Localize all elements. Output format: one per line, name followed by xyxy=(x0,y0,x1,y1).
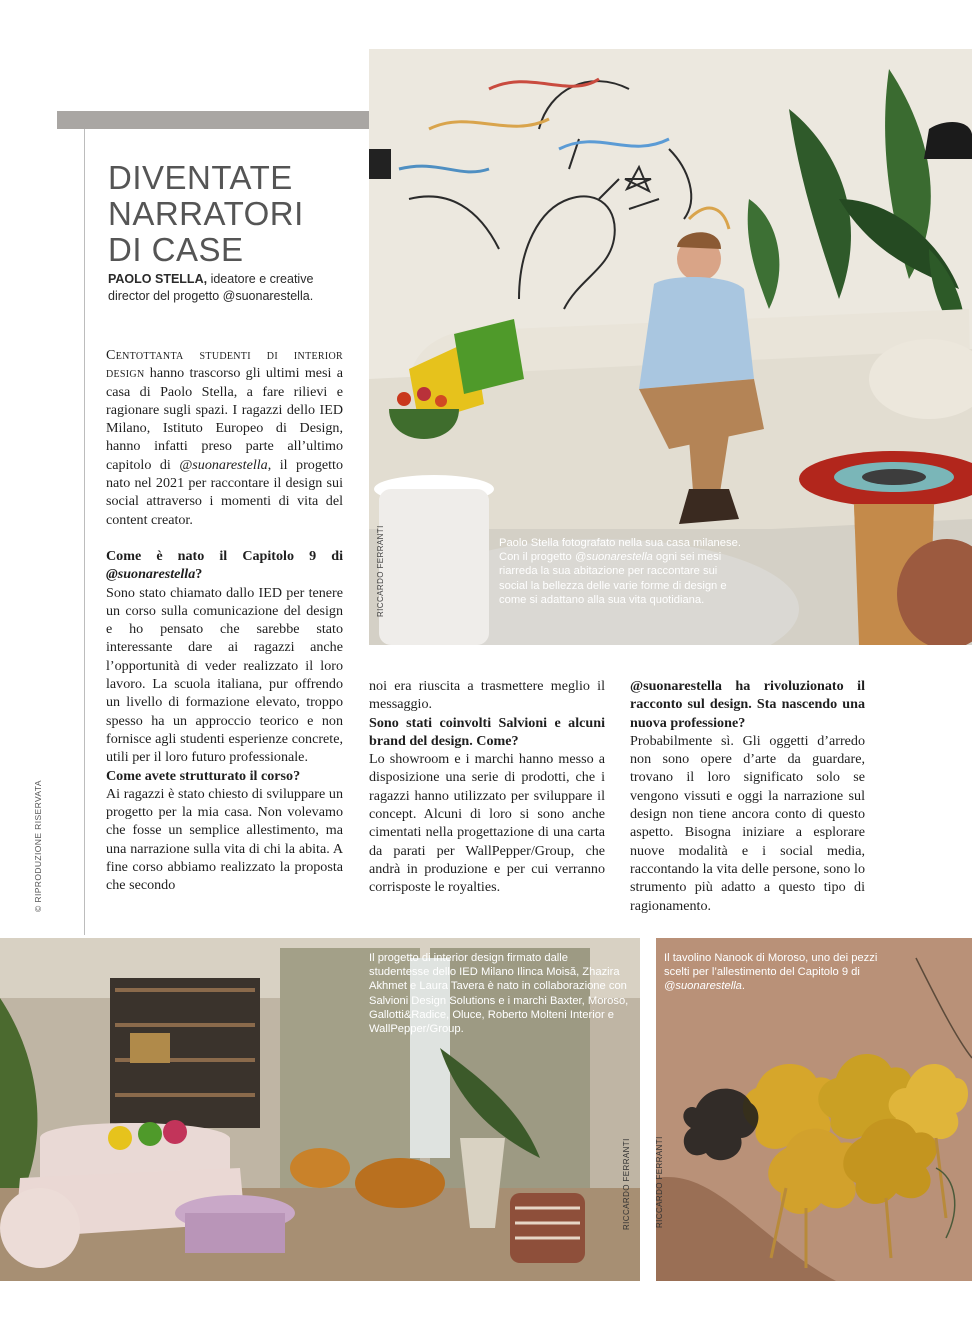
rights-notice: © RIPRODUZIONE RISERVATA xyxy=(33,780,43,912)
byline-role: ideatore e creative director del progetto @suonarestella. xyxy=(108,272,314,303)
photo-credit-main: RICCARDO FERRANTI xyxy=(376,525,385,617)
title-line-1: DIVENTATE xyxy=(108,159,293,196)
article-title xyxy=(108,160,358,268)
text-column-3 xyxy=(630,677,865,915)
answer-3: Lo showroom e i marchi hanno messo a disposizione una serie di prodotti, che i ragazzi hanno utilizzato per sviluppare il concept. Alcuni di loro si sono anche cimentati nella progettazione di una carta da parati per WallPepper/Group, che andrà in produzione e per cui verranno corrisposte le royalties. xyxy=(369,751,605,896)
photo-credit-right: RICCARDO FERRANTI xyxy=(655,1136,664,1228)
question-2: Come avete strutturato il corso? xyxy=(106,767,301,784)
answer-1: Sono stato chiamato dallo IED per tenere un corso sulla comunicazione del design e ho pensato che sarebbe stato interessante dare ai ragazzi anche l’opportunità di veder realizzato il loro lavoro. La scuola italiana, pur offrendo un livello di formazione elevato, troppo spesso ha un approccio teorico e non fornisce agli studenti esperienze concrete, utili per il loro futuro professionale. xyxy=(106,584,343,766)
answer-2: Ai ragazzi è stato chiesto di sviluppare un progetto per la mia casa. Non volevamo che fosse un semplice allestimento, ma una narrazione sulla vita di chi la abita. A fine corso abbiamo realizzato la proposta che secondo xyxy=(106,785,343,894)
byline xyxy=(108,271,358,305)
column-rule xyxy=(84,129,85,935)
caption-main-photo: Paolo Stella fotografato nella sua casa milanese. Con il progetto @suonarestella ogni sei mesi riarreda la sua abitazione per raccontare sui social la bellezza delle varie forme di design e come si adattano alla sua vita quotidiana. xyxy=(499,537,741,606)
photo-credit-left: RICCARDO FERRANTI xyxy=(622,1138,631,1230)
caption-nanook-table: Il tavolino Nanook di Moroso, uno dei pezzi scelti per l’allestimento del Capitolo 9 di @suonarestella. xyxy=(664,952,878,993)
question-4: @suonarestella ha rivoluzionato il racconto sul design. Sta nascendo una nuova professione? xyxy=(630,678,865,731)
top-gray-band xyxy=(57,111,370,129)
byline-name: PAOLO STELLA, xyxy=(108,272,208,286)
intro-paragraph: Centottanta studenti di interior design hanno trascorso gli ultimi mesi a casa di Paolo Stella, a fare rilievi e ragionare sugli spazi. I ragazzi dello IED Milano, Istituto Europeo di Design, hanno infatti preso parte all’ultimo capitolo di @suonarestella, il progetto nato nel 2021 per raccontare il design sui social attraverso i momenti di vita del content creator. xyxy=(106,347,343,528)
title-line-2: NARRATORI xyxy=(108,195,304,232)
answer-2-continued: noi era riuscita a trasmettere meglio il messaggio. xyxy=(369,678,605,713)
title-line-3: DI CASE xyxy=(108,231,244,268)
question-3: Sono stati coinvolti Salvioni e alcuni brand del design. Come? xyxy=(369,714,605,749)
caption-living-room: Il progetto di interior design firmato dalle studentesse dello IED Milano Ilinca Moisă, Zhazira Akhmet e Laura Tavera è nato in collaborazione con Salvioni Design Solutions e i marchi Baxter, Moroso, Gallotti&Radice, Oluce, Roberto Molteni Interior e WallPepper/Group. xyxy=(369,952,629,1036)
answer-4: Probabilmente sì. Gli oggetti d’arredo non sono opere d’arte da guardare, trovano il loro significato solo se vengono vissuti e oggi la narrazione sul design non tiene ancora conto di questo aspetto. Bisogna iniziare a esplorare nuove modalità e i social media, raccontando la vita delle persone, sono lo strumento più adatto a questo tipo di ragionamento. xyxy=(630,732,865,914)
text-column-2 xyxy=(369,677,605,897)
text-column-1 xyxy=(106,346,343,895)
question-1: Come è nato il Capitolo 9 di @suonarestella? xyxy=(106,547,343,583)
